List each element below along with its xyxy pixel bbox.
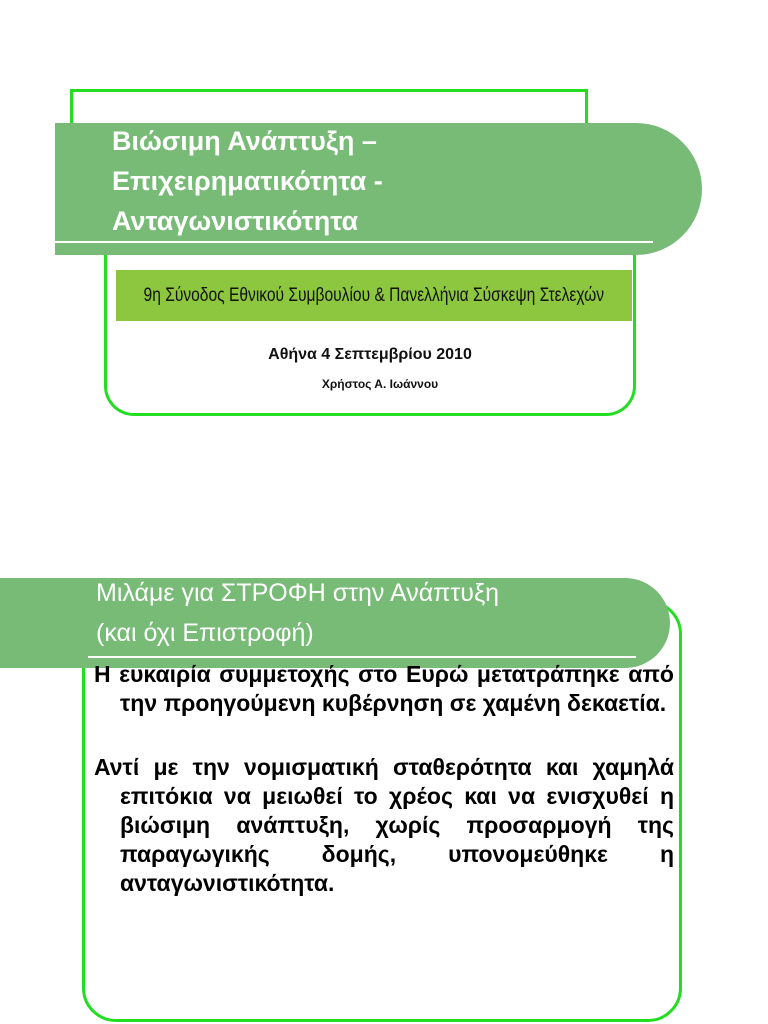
slide1-title-underline (55, 241, 653, 243)
slide1-title (112, 121, 672, 241)
body-paragraph: Αντί με την νομισματική σταθερότητα και χαμηλά επιτόκια να μειωθεί το χρέος και να ενισχυθεί η βιώσιμη ανάπτυξη, χωρίς προσαρμογή της παραγωγικής δομής, υπονομεύθηκε η ανταγωνιστικότητα. (94, 754, 674, 896)
slide2-body (94, 660, 674, 898)
slide2-title-line: (και όχι Επιστροφή) (96, 619, 314, 647)
event-banner-text: 9η Σύνοδος Εθνικού Συμβουλίου & Πανελλήνια Σύσκεψη Στελεχών (143, 284, 605, 306)
presentation-date: Αθήνα 4 Σεπτεμβρίου 2010 (268, 346, 472, 363)
presentation-author: Χρήστος Α. Ιωάννου (321, 377, 439, 391)
event-banner (116, 270, 632, 321)
slide2-title-underline (88, 656, 636, 658)
slide1-title-line: Βιώσιμη Ανάπτυξη – (112, 126, 377, 156)
slide1-title-line: Επιχειρηματικότητα - (112, 166, 383, 196)
body-paragraph: Η ευκαιρία συμμετοχής στο Ευρώ μετατράπηκε από την προηγούμενη κυβέρνηση σε χαμένη δεκαετία. (94, 661, 674, 716)
slide2-title (96, 573, 668, 653)
slide1-title-line: Ανταγωνιστικότητα (112, 206, 359, 236)
slide2-title-line: Μιλάμε για ΣΤΡΟΦΗ στην Ανάπτυξη (96, 579, 500, 607)
